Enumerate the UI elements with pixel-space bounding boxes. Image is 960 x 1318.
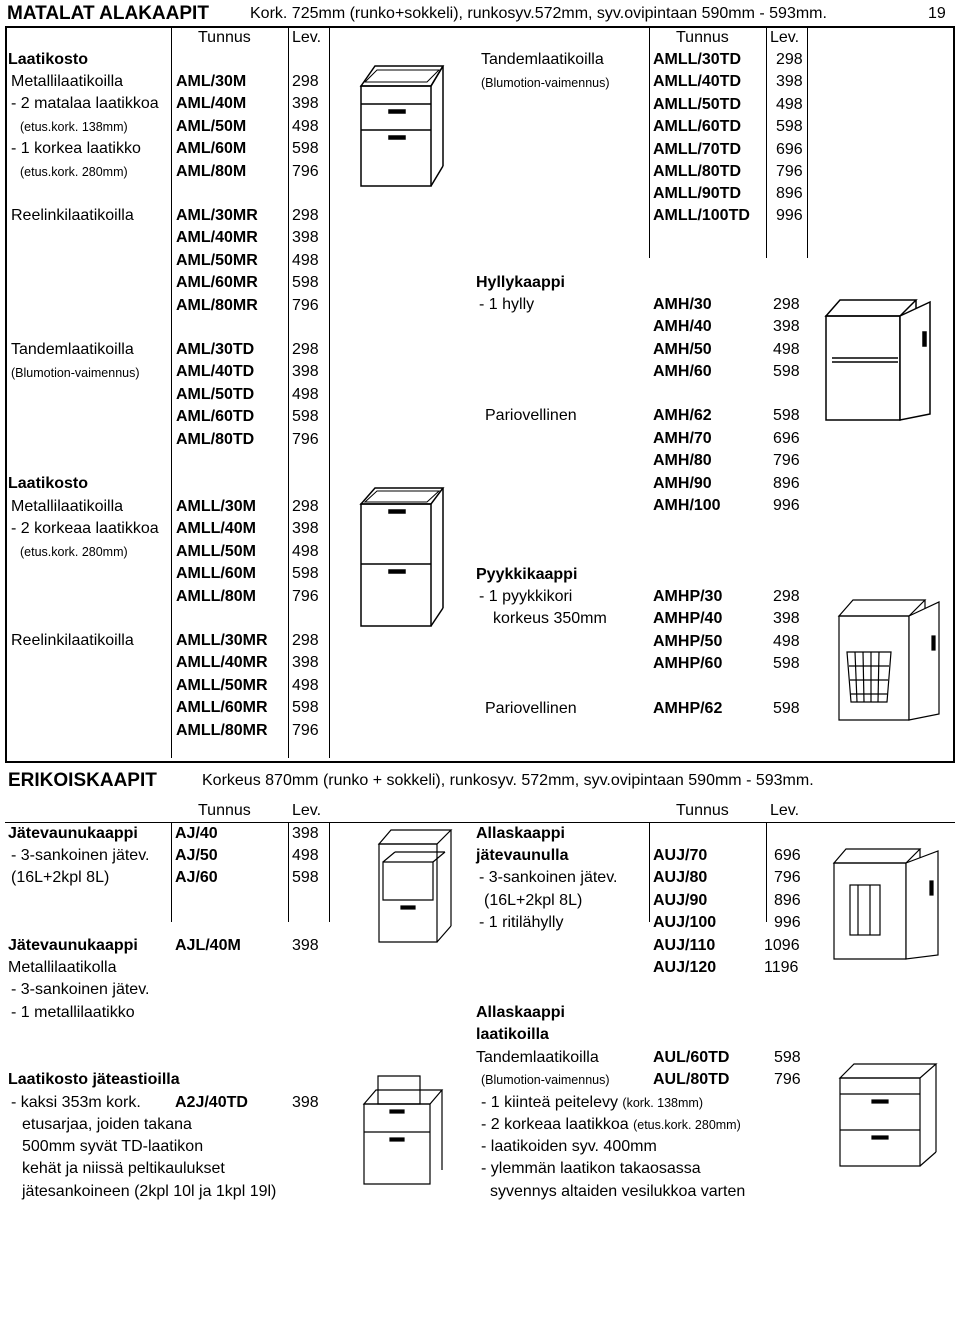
product-code: AML/30MR: [176, 207, 258, 224]
product-code: AUJ/100: [653, 914, 717, 931]
product-width: 498: [292, 386, 319, 403]
col-header-lev: Lev.: [292, 29, 322, 46]
section-subtitle: Korkeus 870mm (runko + sokkeli), runkosyv. 572mm, syv.ovipintaan 590mm - 593mm.: [202, 772, 814, 789]
product-code: AMLL/60TD: [653, 118, 741, 135]
product-code: AML/50MR: [176, 252, 258, 269]
product-code: AUL/60TD: [653, 1049, 730, 1066]
section-heading: Pyykkikaappi: [476, 566, 578, 583]
col-rule: [649, 28, 650, 258]
col-rule: [171, 28, 172, 758]
product-code: AJ/40: [175, 825, 218, 842]
drawer-cabinet-illustration: [355, 58, 445, 188]
product-width: 796: [774, 1071, 801, 1088]
section-heading: Laatikosto jäteastioilla: [8, 1071, 180, 1088]
product-code: AMLL/30M: [176, 498, 256, 515]
product-width: 1196: [764, 959, 799, 976]
product-width: 498: [773, 633, 800, 650]
section-heading: Allaskaappi: [476, 825, 565, 842]
section-heading: jätevaunulla: [476, 847, 569, 864]
col-rule: [766, 28, 767, 258]
product-width: 598: [773, 700, 800, 717]
product-code: AMLL/50M: [176, 543, 256, 560]
cabinet-desc: - 3-sankoinen jätev.: [479, 869, 618, 886]
drawer-type: Tandemlaatikoilla: [481, 51, 604, 68]
product-width: 796: [773, 452, 800, 469]
product-width: 796: [774, 869, 801, 886]
cabinet-desc: kehät ja niissä peltikaulukset: [22, 1160, 225, 1177]
product-width: 598: [292, 869, 319, 886]
product-width: 398: [292, 363, 319, 380]
col-header-tunnus: Tunnus: [676, 29, 729, 46]
drawer-desc: - 1 korkea laatikko: [11, 140, 141, 157]
top-section-frame: [5, 26, 955, 763]
product-width: 398: [773, 610, 800, 627]
product-code: AJL/40M: [175, 937, 241, 954]
drawer-type: Reelinkilaatikoilla: [11, 632, 134, 649]
product-width: 498: [776, 96, 803, 113]
section-heading: Laatikosto: [8, 51, 89, 68]
col-header-lev: Lev.: [770, 29, 800, 46]
cabinet-desc: [481, 1116, 741, 1134]
product-code: AMLL/90TD: [653, 185, 741, 202]
product-width: 598: [292, 699, 319, 716]
product-width: 498: [292, 252, 319, 269]
cabinet-desc: - kaksi 353m kork.: [11, 1094, 141, 1111]
product-width: 796: [292, 163, 319, 180]
product-code: AMLL/40MR: [176, 654, 268, 671]
cabinet-desc-note: (kork. 138mm): [622, 1096, 703, 1110]
col-header-tunnus: Tunnus: [198, 29, 251, 46]
product-code: AUJ/90: [653, 892, 708, 909]
product-code: AML/60MR: [176, 274, 258, 291]
product-code: AML/50TD: [176, 386, 255, 403]
col-header-tunnus: Tunnus: [676, 802, 729, 819]
product-width: 598: [292, 140, 319, 157]
cabinet-desc: (16L+2kpl 8L): [484, 892, 583, 909]
cabinet-desc-text: - 2 korkeaa laatikkoa: [481, 1116, 629, 1133]
laundry-cabinet-illustration: [835, 596, 955, 726]
drawer-note: (Blumotion-vaimennus): [481, 1073, 610, 1087]
product-width: 498: [292, 847, 319, 864]
product-code: AMHP/30: [653, 588, 723, 605]
product-code: AMLL/70TD: [653, 141, 741, 158]
cabinet-desc: [481, 1094, 703, 1112]
product-code: AML/60TD: [176, 408, 255, 425]
product-width: 298: [776, 51, 803, 68]
product-width: 796: [292, 588, 319, 605]
col-rule: [766, 822, 767, 922]
cabinet-desc: jätesankoineen (2kpl 10l ja 1kpl 19l): [22, 1183, 277, 1200]
product-width: 796: [292, 722, 319, 739]
product-width: 598: [773, 363, 800, 380]
waste-cabinet-illustration: [375, 826, 459, 946]
drawer-type: Tandemlaatikoilla: [476, 1049, 599, 1066]
product-code: AMLL/40M: [176, 520, 256, 537]
section-heading: Allaskaappi: [476, 1004, 565, 1021]
drawer-desc: - 2 korkeaa laatikkoa: [11, 520, 159, 537]
header-rule: [5, 822, 955, 823]
cabinet-desc: - 1 metallilaatikko: [11, 1004, 135, 1021]
drawer-type: Metallilaatikoilla: [11, 498, 124, 515]
product-width: 598: [292, 274, 319, 291]
product-width: 598: [774, 1049, 801, 1066]
product-code: AMH/60: [653, 363, 712, 380]
product-width: 598: [773, 655, 800, 672]
product-width: 996: [774, 914, 801, 931]
product-width: 498: [292, 118, 319, 135]
cabinet-desc: (16L+2kpl 8L): [11, 869, 110, 886]
product-width: 598: [776, 118, 803, 135]
product-code: AMLL/100TD: [653, 207, 750, 224]
product-width: 498: [773, 341, 800, 358]
cabinet-desc: - 1 ritilähylly: [479, 914, 564, 931]
product-code: AMLL/80M: [176, 588, 256, 605]
sink-cabinet-waste-illustration: [830, 845, 950, 965]
product-width: 896: [773, 475, 800, 492]
product-code: AML/80M: [176, 163, 247, 180]
product-code: AUJ/120: [653, 959, 717, 976]
drawer-desc: - 2 matalaa laatikkoa: [11, 95, 159, 112]
page-title: MATALAT ALAKAAPIT: [7, 3, 209, 24]
product-width: 696: [776, 141, 803, 158]
product-code: AML/40MR: [176, 229, 258, 246]
product-width: 1096: [764, 937, 800, 954]
product-width: 996: [773, 497, 800, 514]
product-width: 298: [292, 498, 319, 515]
cabinet-door-label: Pariovellinen: [485, 700, 577, 717]
col-rule: [171, 822, 172, 922]
product-code: AUJ/70: [653, 847, 708, 864]
product-code: AMHP/50: [653, 633, 723, 650]
product-code: AMH/70: [653, 430, 712, 447]
cabinet-desc: Metallilaatikolla: [8, 959, 117, 976]
page-subtitle: Kork. 725mm (runko+sokkeli), runkosyv.572mm, syv.ovipintaan 590mm - 593mm.: [250, 5, 827, 22]
product-code: AMLL/80TD: [653, 163, 741, 180]
product-width: 696: [774, 847, 801, 864]
cabinet-desc: - laatikoiden syv. 400mm: [481, 1138, 657, 1155]
product-code: AMH/62: [653, 407, 712, 424]
product-width: 498: [292, 543, 319, 560]
cabinet-desc: - 1 pyykkikori: [479, 588, 573, 605]
col-header-tunnus: Tunnus: [198, 802, 251, 819]
product-code: AUJ/80: [653, 869, 708, 886]
product-code: A2J/40TD: [175, 1094, 248, 1111]
product-code: AMH/40: [653, 318, 712, 335]
product-code: AML/80MR: [176, 297, 258, 314]
product-code: AMLL/40TD: [653, 73, 741, 90]
product-code: AMLL/80MR: [176, 722, 268, 739]
cabinet-desc-note: (etus.kork. 280mm): [633, 1118, 741, 1132]
product-width: 298: [292, 341, 319, 358]
cabinet-desc: etusarjaa, joiden takana: [22, 1116, 192, 1133]
col-rule: [807, 28, 808, 258]
product-code: AUL/80TD: [653, 1071, 730, 1088]
product-width: 398: [776, 73, 803, 90]
product-width: 796: [776, 163, 803, 180]
drawer-note: (Blumotion-vaimennus): [481, 76, 610, 90]
drawer-type: Reelinkilaatikoilla: [11, 207, 134, 224]
cabinet-door-label: Pariovellinen: [485, 407, 577, 424]
product-width: 298: [292, 632, 319, 649]
product-width: 598: [292, 565, 319, 582]
product-width: 598: [773, 407, 800, 424]
bin-drawer-illustration: [360, 1070, 460, 1190]
product-width: 796: [292, 431, 319, 448]
cabinet-desc: 500mm syvät TD-laatikon: [22, 1138, 204, 1155]
drawer-type: Tandemlaatikoilla: [11, 341, 134, 358]
sink-cabinet-drawers-illustration: [836, 1060, 946, 1170]
cabinet-desc: syvennys altaiden vesilukkoa varten: [490, 1183, 746, 1200]
product-code: AMHP/60: [653, 655, 723, 672]
drawer-note: (etus.kork. 280mm): [20, 545, 128, 559]
product-width: 398: [292, 937, 319, 954]
product-code: AML/40TD: [176, 363, 255, 380]
product-width: 398: [773, 318, 800, 335]
product-code: AMLL/60M: [176, 565, 256, 582]
product-code: AML/50M: [176, 118, 247, 135]
shelf-cabinet-illustration: [820, 296, 950, 426]
product-width: 398: [292, 654, 319, 671]
col-rule: [288, 28, 289, 758]
product-code: AML/40M: [176, 95, 247, 112]
product-code: AMLL/50TD: [653, 96, 741, 113]
section-heading: laatikoilla: [476, 1026, 549, 1043]
section-heading: Jätevaunukaappi: [8, 825, 138, 842]
product-code: AMLL/30TD: [653, 51, 741, 68]
product-code: AML/30TD: [176, 341, 255, 358]
product-code: AMHP/62: [653, 700, 723, 717]
product-code: AUJ/110: [653, 937, 716, 954]
product-width: 896: [774, 892, 801, 909]
product-width: 298: [773, 296, 800, 313]
drawer-note: (etus.kork. 280mm): [20, 165, 128, 179]
page-number: 19: [928, 5, 946, 22]
product-width: 398: [292, 229, 319, 246]
cabinet-desc-text: - 1 kiinteä peitelevy: [481, 1094, 618, 1111]
section-title: ERIKOISKAAPIT: [8, 770, 157, 791]
product-width: 498: [292, 677, 319, 694]
section-heading: Hyllykaappi: [476, 274, 565, 291]
section-heading: Jätevaunukaappi: [8, 937, 138, 954]
product-code: AMLL/30MR: [176, 632, 268, 649]
product-code: AMH/80: [653, 452, 712, 469]
col-rule: [649, 822, 650, 922]
drawer-cabinet-illustration: [355, 482, 445, 632]
product-width: 298: [292, 207, 319, 224]
product-width: 896: [776, 185, 803, 202]
cabinet-desc: - 1 hylly: [479, 296, 535, 313]
product-width: 398: [292, 1094, 319, 1111]
cabinet-desc: korkeus 350mm: [493, 610, 607, 627]
product-code: AMH/100: [653, 497, 721, 514]
product-code: AMH/90: [653, 475, 712, 492]
drawer-note: (Blumotion-vaimennus): [11, 366, 140, 380]
col-rule: [288, 822, 289, 922]
product-code: AJ/60: [175, 869, 218, 886]
product-code: AML/60M: [176, 140, 247, 157]
product-width: 398: [292, 825, 319, 842]
product-code: AMH/50: [653, 341, 712, 358]
product-width: 398: [292, 95, 319, 112]
col-header-lev: Lev.: [770, 802, 800, 819]
product-code: AMLL/50MR: [176, 677, 268, 694]
product-width: 796: [292, 297, 319, 314]
product-code: AMH/30: [653, 296, 712, 313]
product-code: AMLL/60MR: [176, 699, 268, 716]
product-code: AJ/50: [175, 847, 218, 864]
product-code: AML/30M: [176, 73, 247, 90]
drawer-type: Metallilaatikoilla: [11, 73, 124, 90]
product-code: AML/80TD: [176, 431, 255, 448]
product-width: 996: [776, 207, 803, 224]
product-code: AMHP/40: [653, 610, 723, 627]
col-rule: [329, 822, 330, 922]
drawer-note: (etus.kork. 138mm): [20, 120, 128, 134]
cabinet-desc: - 3-sankoinen jätev.: [11, 847, 150, 864]
product-width: 696: [773, 430, 800, 447]
cabinet-desc: - 3-sankoinen jätev.: [11, 981, 150, 998]
col-rule: [329, 28, 330, 758]
product-width: 598: [292, 408, 319, 425]
section-heading: Laatikosto: [8, 475, 89, 492]
cabinet-desc: - ylemmän laatikon takaosassa: [481, 1160, 701, 1177]
col-header-lev: Lev.: [292, 802, 322, 819]
product-width: 298: [773, 588, 800, 605]
product-width: 398: [292, 520, 319, 537]
product-width: 298: [292, 73, 319, 90]
